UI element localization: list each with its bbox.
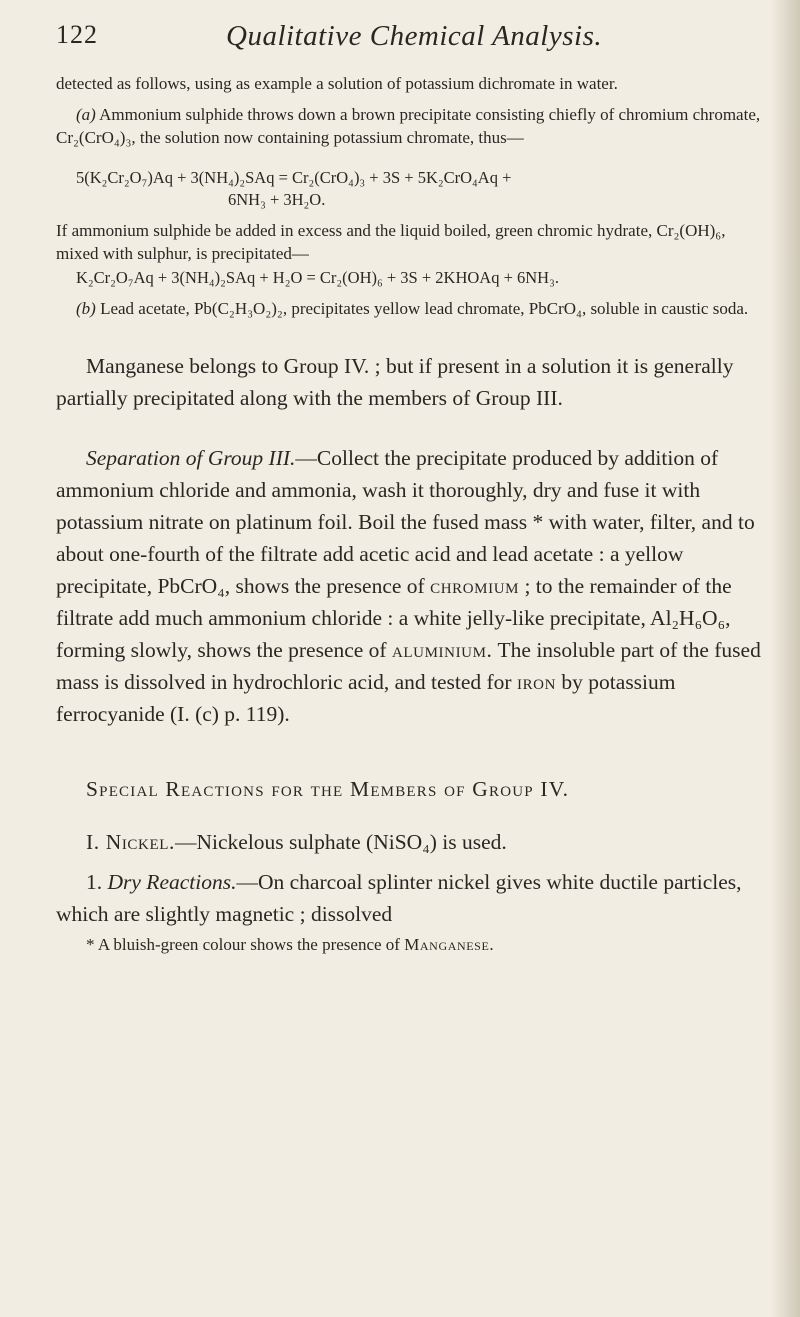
- paragraph-b-label: (b): [76, 299, 96, 318]
- page-edge-shadow: [772, 0, 800, 1317]
- dry-reactions-text: —On charcoal splinter nickel gives white ductile particles, which are slightly magnetic ; dissolved: [56, 869, 742, 926]
- separation-text-5: by potassium ferrocyanide (I. (c) p. 119).: [56, 670, 676, 726]
- footnote-marker: *: [86, 934, 95, 954]
- paragraph-a-label: (a): [76, 105, 96, 124]
- equation-1-line-2: 6NH₃ + 3H₂O.: [228, 190, 326, 209]
- dry-reactions-paragraph: [56, 866, 764, 930]
- nickel-heading: I. Nickel.: [86, 829, 175, 854]
- separation-text-3: ; to the remainder of the filtrate add much ammonium chloride : a white jelly-like precipitate, Al₂H₆O₆, forming slowly, shows the presence of: [56, 574, 732, 662]
- page-number: 122: [56, 20, 98, 49]
- separation-paragraph: [56, 442, 764, 730]
- separation-text-1: —Collect the precipitate produced by addition of ammonium chloride and ammonia, wash it thoroughly, dry and fuse it with potassium nitrate on platinum foil. Boil the fused mass: [56, 446, 719, 534]
- nickel-text: —Nickelous sulphate (NiSO₄) is used.: [174, 829, 507, 854]
- paragraph-a-text: Ammonium sulphide throws down a brown precipitate consisting chiefly of chromium chromate, Cr₂(CrO₄)₃, the solution now containing potassium chromate, thus—: [56, 105, 761, 147]
- footnote-text: A bluish-green colour shows the presence of: [97, 934, 405, 954]
- equation-1-line-1: 5(K₂Cr₂O₇)Aq + 3(NH₄)₂SAq = Cr₂(CrO₄)₃ + 3S + 5K₂CrO₄Aq +: [76, 168, 512, 187]
- paragraph-a: [56, 103, 764, 149]
- term-chromium: chromium: [430, 574, 520, 598]
- separation-text-2: with water, filter, and to about one-fourth of the filtrate add acetic acid and lead acetate : a yellow precipitate, PbCrO₄, shows the presence of: [56, 510, 755, 598]
- footnote: [56, 934, 764, 956]
- equation-2: K₂Cr₂O₇Aq + 3(NH₄)₂SAq + H₂O = Cr₂(OH)₆ + 3S + 2KHOAq + 6NH₃.: [76, 268, 559, 287]
- manganese-paragraph: Manganese belongs to Group IV. ; but if present in a solution it is generally partially precipitated along with the members of Group III.: [56, 354, 734, 410]
- term-iron: iron: [516, 670, 557, 694]
- footnote-ref: *: [532, 510, 544, 534]
- footnote-term: Manganese.: [404, 934, 495, 954]
- intro-paragraph: detected as follows, using as example a solution of potassium dichromate in water.: [56, 74, 618, 93]
- separation-text-4: The insoluble part of the fused mass is dissolved in hydrochloric acid, and tested for: [56, 638, 761, 694]
- separation-heading: Separation of Group III.: [86, 446, 296, 470]
- paragraph-b-text: Lead acetate, Pb(C₂H₃O₂)₂, precipitates yellow lead chromate, PbCrO₄, soluble in caustic soda.: [100, 299, 749, 318]
- section-heading-group-iv: Special Reactions for the Members of Group IV.: [86, 777, 570, 801]
- dry-reactions-heading: Dry Reactions.: [107, 869, 237, 894]
- nickel-paragraph: [56, 826, 764, 858]
- paragraph-b: [56, 297, 764, 320]
- book-page: [56, 0, 764, 956]
- running-title: Qualitative Chemical Analysis.: [226, 20, 603, 52]
- term-aluminium: aluminium.: [391, 638, 493, 662]
- excess-paragraph: If ammonium sulphide be added in excess and the liquid boiled, green chromic hydrate, Cr₂(OH)₆, mixed with sulphur, is precipitated—: [56, 221, 726, 263]
- dry-reactions-number: 1.: [86, 869, 103, 894]
- page-header: [56, 0, 764, 72]
